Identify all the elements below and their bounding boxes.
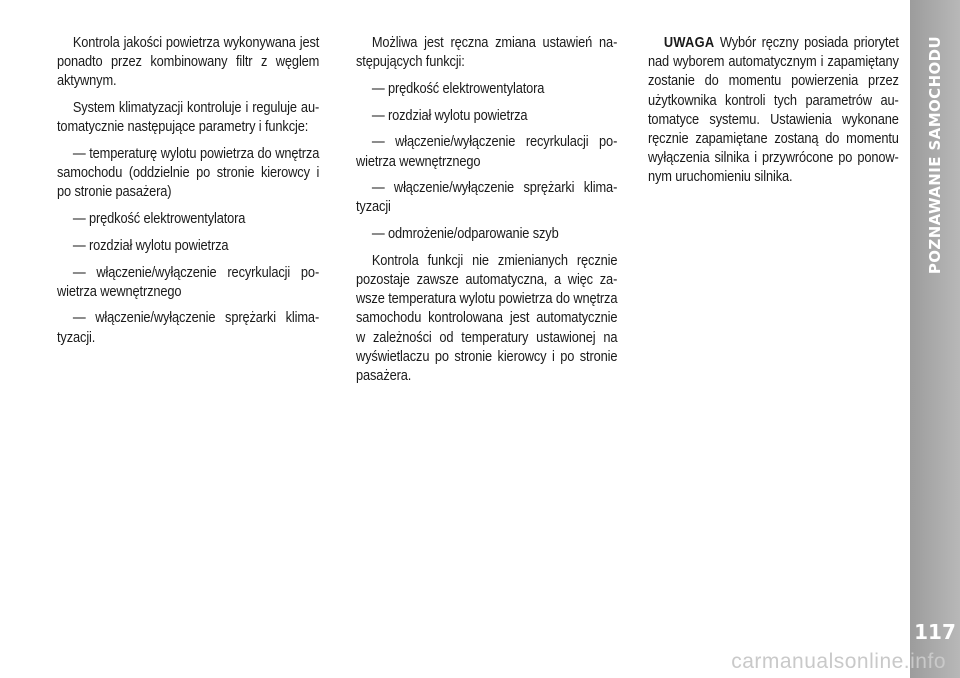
paragraph: Możliwa jest ręczna zmiana ustawień następujących funkcji:: [356, 35, 618, 71]
warning-text: Wybór ręczny posiada priorytet nad wyborem automatycznym i zapamiętany zostanie do momentu powierzenia przez użytkownika kontroli tych parametrów automatyce systemu. Ustawienia wykonane ręcznie zapamiętane zostaną do momentu wyłączenia silnika i przywrócone po ponownym uruchomieniu silnika.: [648, 35, 899, 186]
list-item: — rozdział wylotu powietrza: [371, 107, 528, 124]
list-item: — włączenie/wyłączenie recyrkulacji powietrza wewnętrznego: [356, 134, 618, 170]
list-item: — rozdział wylotu powietrza: [72, 237, 229, 254]
warning-label: UWAGA: [663, 35, 715, 51]
list-item: — włączenie/wyłączenie sprężarki klimatyzacji.: [57, 310, 320, 346]
list-item: — włączenie/wyłączenie recyrkulacji powietrza wewnętrznego: [57, 264, 320, 300]
list-item: — prędkość elektrowentylatora: [72, 211, 246, 228]
list-item: — włączenie/wyłączenie sprężarki klimatyzacji: [356, 180, 618, 216]
text-column-2: [356, 34, 617, 394]
warning-note: [648, 34, 899, 188]
section-title: POZNAWANIE SAMOCHODU: [926, 35, 944, 275]
list-item: — temperaturę wylotu powietrza do wnętrza samochodu (oddzielnie po stronie kierowcy i po stronie pasażera): [57, 146, 320, 201]
page-number: 117: [914, 620, 956, 644]
paragraph: Kontrola jakości powietrza wykonywana jest ponadto przez kombinowany filtr z węglem aktywnym.: [57, 35, 320, 90]
watermark: carmanualsonline.info: [731, 650, 946, 673]
text-column-3: [648, 34, 899, 195]
list-item: — odmrożenie/odparowanie szyb: [371, 226, 559, 243]
list-item: — prędkość elektrowentylatora: [371, 80, 545, 97]
paragraph: System klimatyzacji kontroluje i reguluje automatycznie następujące parametry i funkcje:: [57, 100, 320, 136]
text-column-1: [57, 34, 319, 355]
paragraph: Kontrola funkcji nie zmienianych ręcznie pozostaje zawsze automatyczna, a więc zawsze temperatura wylotu powietrza do wnętrza samochodu kontrolowana jest automatycznie w zależności od temperatury ustawionej na wyświetlaczu po stronie kierowcy i po stronie pasażera.: [356, 252, 618, 385]
